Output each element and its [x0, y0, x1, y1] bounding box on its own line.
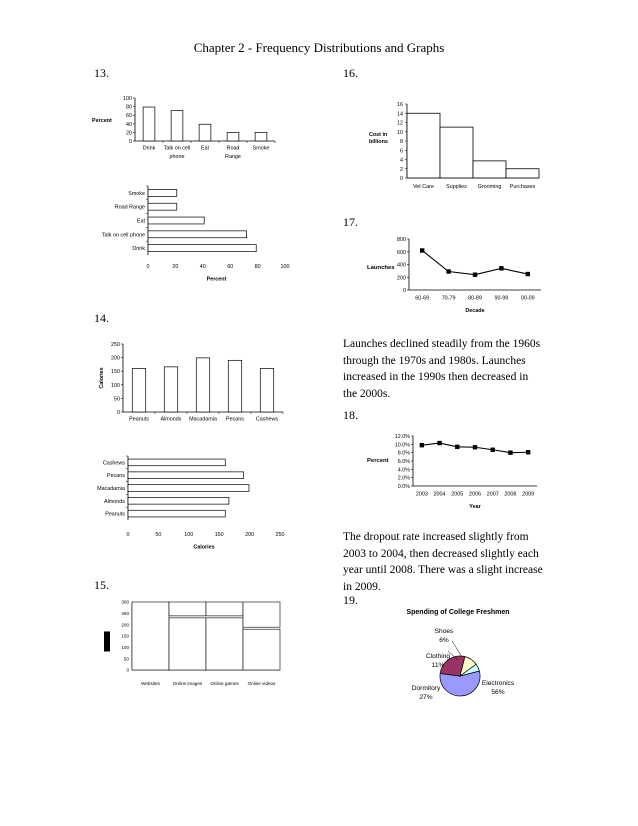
bar — [128, 485, 249, 492]
data-point — [473, 445, 477, 449]
y-tick-label: 6 — [400, 148, 403, 155]
bar — [473, 161, 506, 178]
bar — [128, 459, 225, 466]
x-tick-label: Smoke — [252, 145, 270, 152]
bar-top-cell — [243, 602, 280, 627]
chart-17-line — [355, 232, 550, 316]
x-tick-label: Eat — [200, 145, 210, 152]
bar — [148, 189, 177, 196]
x-tick-label: Drink — [142, 145, 156, 152]
question-17-answer: Launches declined steadily from the 1960s through the 1970s and 1980s. Launches increased in the 1990s then decreased in the 2000s. — [343, 338, 541, 400]
bar — [128, 510, 225, 517]
bar — [206, 618, 243, 670]
x-tick-label: Pecans — [226, 416, 244, 423]
slice-label: Clothing — [425, 653, 451, 660]
bar — [164, 367, 177, 412]
slice-percent: 27% — [419, 694, 433, 701]
question-18-answer: The dropout rate increased slightly from 2003 to 2004, then decreased slightly each year until 2008. There was a slight increase in 2009. — [343, 531, 543, 593]
y-tick-label: 10.0% — [394, 442, 410, 449]
y-tick-label: Road Range — [114, 204, 145, 211]
y-tick-label: 400 — [397, 262, 406, 269]
bar — [243, 629, 280, 670]
x-tick-label: 150 — [214, 532, 224, 538]
x-tick-label: Online games — [210, 681, 239, 686]
y-tick-label: Pecans — [107, 473, 125, 480]
y-tick-label: 250 — [121, 610, 129, 616]
x-tick-label: 80 — [254, 264, 261, 270]
x-tick-label: 2005 — [451, 491, 464, 498]
chart-13-horizontal-bar — [90, 180, 305, 290]
bar — [506, 169, 539, 178]
x-tick-label: Cashews — [255, 416, 279, 423]
y-axis-label: Calories — [99, 367, 105, 389]
y-tick-label: 150 — [111, 369, 120, 376]
bar — [148, 231, 247, 238]
x-tick-label: Websites — [141, 681, 160, 686]
x-tick-label: 2003 — [415, 491, 428, 498]
bar — [148, 217, 204, 224]
y-tick-label: 8 — [400, 139, 403, 145]
y-tick-label: 0.0% — [397, 484, 410, 490]
x-tick-label: 100 — [184, 532, 194, 538]
y-tick-label: 50 — [114, 396, 120, 403]
y-tick-label: 4 — [400, 157, 403, 164]
chart-13-vertical-bar — [90, 92, 290, 172]
x-tick-label: 2004 — [433, 491, 446, 498]
slice-label: Dormitory — [411, 685, 441, 692]
data-point — [420, 248, 424, 252]
x-tick-label: 80-89 — [468, 295, 482, 302]
data-point — [473, 273, 477, 277]
y-tick-label: 8.0% — [397, 450, 410, 457]
x-tick-label: Purchases — [509, 184, 536, 190]
question-13-number: 13. — [94, 66, 109, 80]
x-tick-label: 0 — [126, 532, 130, 538]
data-point — [491, 448, 495, 452]
x-tick-label: 00-09 — [520, 295, 535, 302]
x-tick-label: Vet Care — [413, 184, 434, 190]
y-tick-label: 100 — [111, 382, 120, 389]
x-tick-label: 90-99 — [494, 295, 509, 302]
y-tick-label: 0 — [403, 288, 406, 294]
question-16-number: 16. — [343, 66, 358, 80]
slice-percent: 11% — [431, 662, 445, 669]
y-tick-label: 600 — [397, 249, 406, 256]
y-tick-label: 200 — [121, 622, 129, 628]
y-tick-label: 4.0% — [397, 467, 410, 474]
x-tick-label: Range — [225, 153, 241, 160]
y-tick-label: Peanuts — [105, 511, 125, 518]
bar — [148, 245, 256, 252]
slice-label: Shoes — [434, 628, 454, 635]
chart-18-line — [355, 430, 550, 515]
y-tick-label: 800 — [397, 237, 406, 243]
x-tick-label: 20 — [172, 264, 179, 270]
x-tick-label: 100 — [280, 264, 290, 270]
x-tick-label: 60-69 — [415, 295, 430, 302]
y-tick-label: 100 — [123, 96, 132, 102]
x-axis-label: Year — [469, 503, 481, 510]
question-18-number: 18. — [343, 408, 358, 422]
leader-line — [452, 641, 462, 657]
y-tick-label: 6.0% — [397, 459, 410, 465]
x-tick-label: 2007 — [486, 491, 499, 498]
x-tick-label: 60 — [227, 264, 234, 270]
y-tick-label: 12 — [397, 120, 403, 127]
x-tick-label: 200 — [245, 532, 255, 538]
x-axis-label: Percent — [206, 276, 227, 283]
x-tick-label: 70-79 — [441, 295, 456, 302]
question-17-number: 17. — [343, 215, 358, 229]
y-tick-label: 20 — [126, 130, 132, 137]
y-tick-label: 80 — [126, 104, 132, 111]
chart-title: Spending of College Freshmen — [406, 609, 510, 616]
x-tick-label: Online images — [172, 681, 203, 686]
question-14-number: 14. — [94, 311, 109, 325]
bar — [148, 203, 177, 210]
y-axis-label: Percent — [92, 118, 112, 124]
bar — [407, 113, 440, 178]
y-tick-label: 40 — [126, 121, 132, 128]
y-tick-label: 60 — [126, 113, 132, 120]
chart-15-bar — [104, 596, 290, 691]
x-tick-label: Online videos — [247, 681, 276, 686]
x-axis-label: Decade — [465, 307, 485, 314]
bar — [227, 132, 239, 141]
chart-14-vertical-bar — [95, 338, 295, 448]
bar — [196, 358, 209, 412]
slice-percent: 6% — [439, 637, 449, 644]
x-tick-label: 0 — [146, 264, 150, 270]
y-tick-label: Drink — [132, 246, 145, 253]
chart-14-horizontal-bar — [88, 452, 300, 557]
x-tick-label: 50 — [155, 532, 162, 538]
data-point — [420, 443, 424, 447]
y-tick-label: Cashews — [102, 460, 125, 467]
y-tick-label: 2 — [400, 166, 403, 173]
bar-top-cell — [206, 602, 243, 616]
y-tick-label: 14 — [397, 111, 403, 118]
x-tick-label: 250 — [275, 532, 285, 538]
y-tick-label: Smoke — [128, 190, 145, 197]
x-axis-label: Calories — [193, 544, 215, 551]
y-tick-label: 200 — [397, 275, 406, 282]
bar — [128, 497, 229, 504]
data-point — [526, 272, 530, 276]
x-tick-label: Road — [226, 145, 240, 152]
y-tick-label: 0 — [400, 176, 403, 182]
y-tick-label: 16 — [397, 102, 403, 108]
x-tick-label: 2006 — [469, 491, 481, 498]
y-axis-label: Launches — [367, 265, 395, 271]
question-19-number: 19. — [343, 593, 358, 607]
x-tick-label: Grooming — [477, 184, 502, 190]
y-tick-label: 2.0% — [397, 475, 410, 482]
bar — [228, 360, 241, 412]
bar — [260, 368, 273, 412]
y-tick-label: 250 — [111, 342, 120, 348]
y-axis-label: Cost in — [369, 132, 388, 138]
bar-top-cell — [169, 602, 206, 616]
data-point — [499, 266, 503, 270]
data-point — [508, 450, 512, 454]
x-tick-label: Peanuts — [129, 416, 149, 423]
x-tick-label: 40 — [199, 264, 206, 270]
y-tick-label: 0 — [117, 410, 120, 416]
bar — [171, 110, 183, 141]
x-tick-label: Talk on cell — [163, 145, 191, 152]
chart-16-bar — [355, 96, 550, 192]
question-15-number: 15. — [94, 578, 109, 592]
y-tick-label: 12.0% — [394, 434, 410, 440]
x-tick-label: Macadamia — [189, 416, 217, 423]
x-tick-label: Supplies — [446, 184, 467, 190]
y-tick-label: 50 — [123, 656, 129, 662]
bar — [132, 602, 169, 670]
data-point — [455, 445, 459, 449]
series-line — [422, 250, 528, 274]
data-point — [446, 269, 450, 273]
bar — [440, 127, 473, 178]
chart-19-pie — [378, 604, 528, 708]
data-point — [437, 441, 441, 445]
x-tick-label: 2009 — [522, 491, 535, 498]
y-tick-label: Eat — [136, 218, 145, 225]
y-axis-label-block — [104, 631, 110, 651]
y-tick-label: 200 — [111, 355, 120, 362]
y-tick-label: 150 — [121, 633, 129, 639]
y-tick-label: Almonds — [104, 498, 125, 505]
y-tick-label: 10 — [397, 129, 403, 136]
slice-percent: 56% — [491, 689, 505, 696]
y-tick-label: 100 — [121, 644, 129, 650]
y-axis-label: Percent — [367, 458, 389, 464]
slice-label: Electronics — [481, 680, 515, 687]
bar — [199, 124, 211, 141]
y-tick-label: Talk on cell phone — [101, 232, 145, 239]
y-tick-label: 0 — [126, 667, 129, 673]
bar — [255, 132, 267, 141]
bar — [128, 472, 244, 479]
x-tick-label: 2008 — [504, 491, 517, 498]
page-title: Chapter 2 - Frequency Distributions and Graphs — [193, 40, 445, 55]
bar — [143, 107, 155, 141]
y-tick-label: 0 — [129, 139, 132, 145]
y-axis-label: billions — [369, 139, 388, 145]
bar — [169, 618, 206, 670]
bar — [132, 368, 145, 412]
y-tick-label: 300 — [121, 599, 129, 605]
x-tick-label: Almonds — [160, 416, 182, 423]
x-tick-label: phone — [169, 153, 185, 160]
data-point — [526, 450, 530, 454]
y-tick-label: Macadamia — [97, 486, 125, 492]
